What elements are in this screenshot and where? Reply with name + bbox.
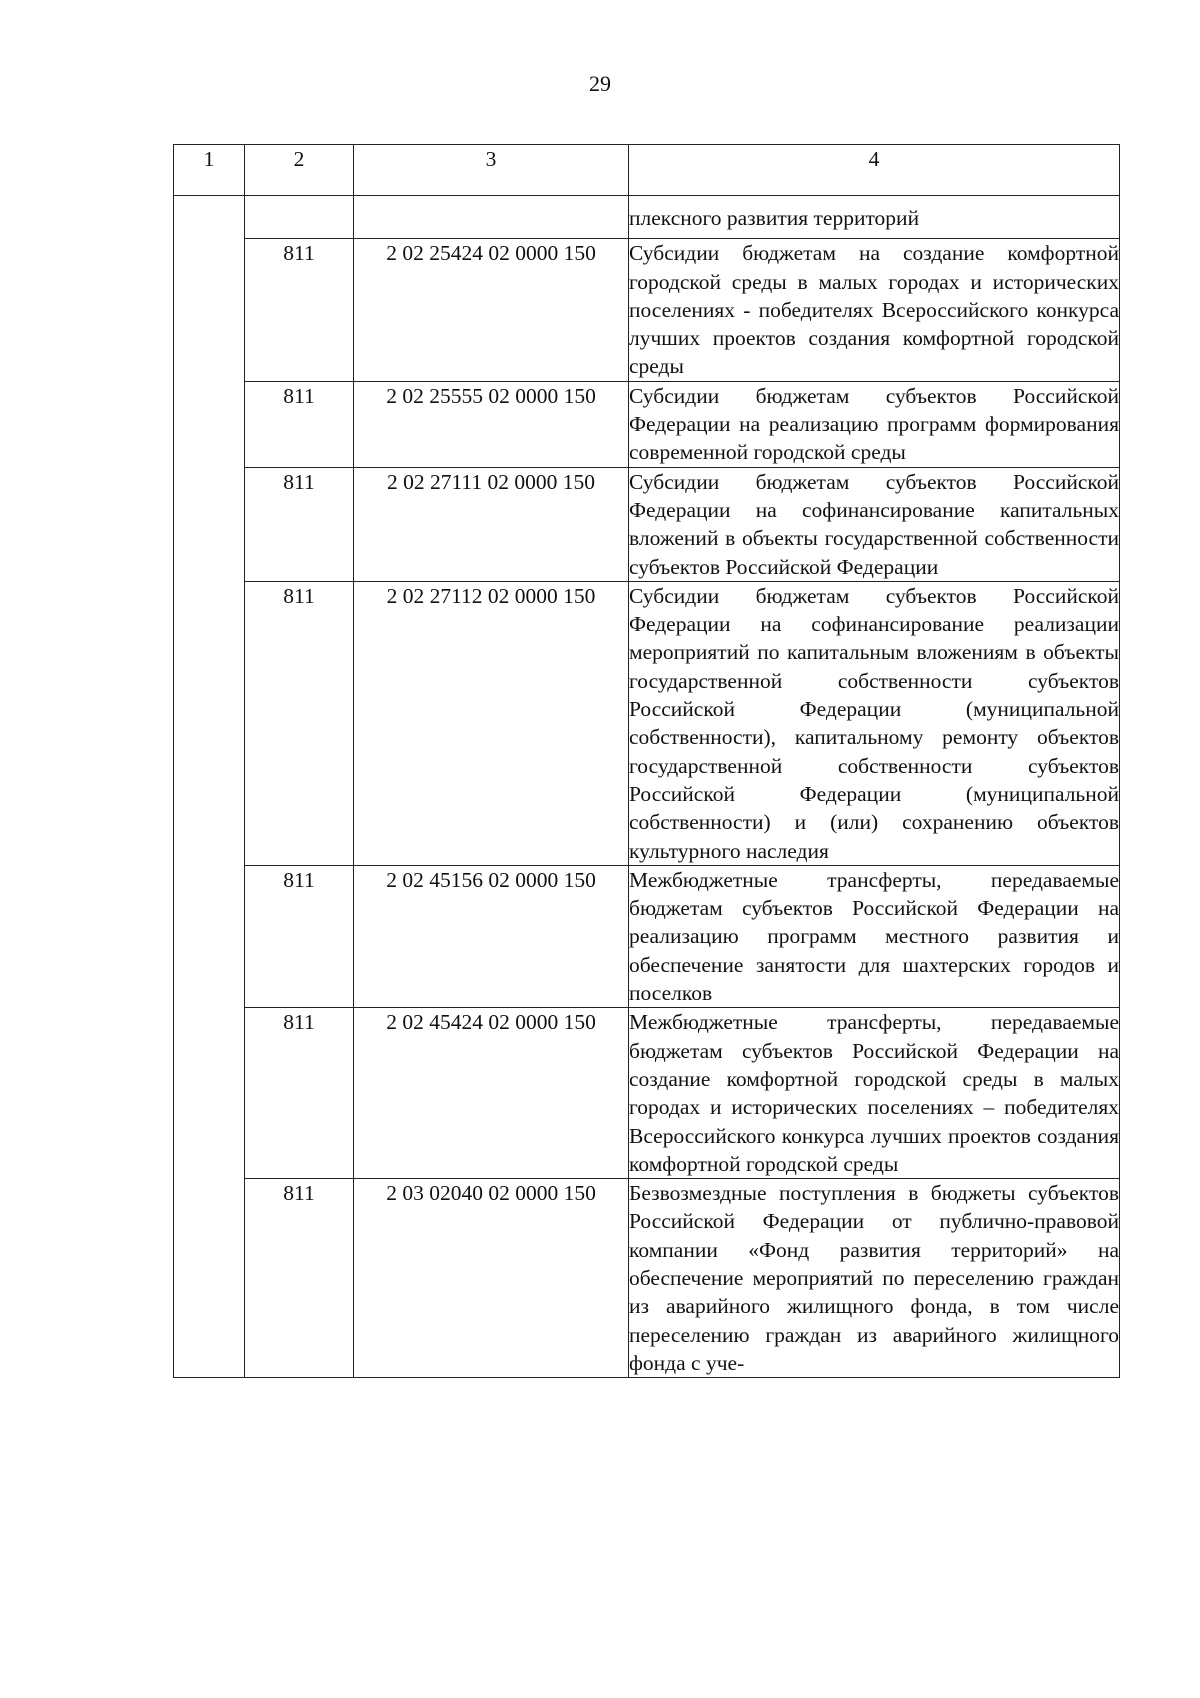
group-number-cell xyxy=(174,196,245,1378)
income-description: Субсидии бюджетам субъектов Российской Федерации на софинансирование капитальных вложений в объекты государственной собственности субъектов Российской Федерации xyxy=(629,467,1120,581)
column-header-2: 2 xyxy=(245,145,354,196)
table-row xyxy=(174,467,1120,581)
table-row xyxy=(174,1179,1120,1378)
income-description: Межбюджетные трансферты, передаваемые бюджетам субъектов Российской Федерации на создание комфортной городской среды в малых городах и исторических поселениях – победителях Всероссийского конкурса лучших проектов создания комфортной городской среды xyxy=(629,1008,1120,1179)
admin-code: 811 xyxy=(245,581,354,865)
table-row xyxy=(174,1008,1120,1179)
admin-code: 811 xyxy=(245,239,354,381)
column-header-4: 4 xyxy=(629,145,1120,196)
table-row xyxy=(174,865,1120,1007)
continuation-description: плексного развития территорий xyxy=(629,196,1120,239)
admin-code: 811 xyxy=(245,865,354,1007)
empty-code-cell xyxy=(354,196,629,239)
income-description: Субсидии бюджетам на создание комфортной городской среды в малых городах и исторических поселениях - победителях Всероссийского конкурса лучших проектов создания комфортной городской среды xyxy=(629,239,1120,381)
table-header-row xyxy=(174,145,1120,196)
admin-code: 811 xyxy=(245,467,354,581)
budget-classification-table xyxy=(173,144,1120,1378)
budget-code: 2 02 25424 02 0000 150 xyxy=(354,239,629,381)
budget-code: 2 02 27112 02 0000 150 xyxy=(354,581,629,865)
budget-code: 2 02 45424 02 0000 150 xyxy=(354,1008,629,1179)
budget-code: 2 02 25555 02 0000 150 xyxy=(354,381,629,467)
column-header-1: 1 xyxy=(174,145,245,196)
page-number: 29 xyxy=(589,71,611,96)
budget-code: 2 02 27111 02 0000 150 xyxy=(354,467,629,581)
budget-code: 2 02 45156 02 0000 150 xyxy=(354,865,629,1007)
admin-code: 811 xyxy=(245,1179,354,1378)
budget-code: 2 03 02040 02 0000 150 xyxy=(354,1179,629,1378)
income-description: Субсидии бюджетам субъектов Российской Федерации на софинансирование реализации мероприятий по капитальным вложениям в объекты государственной собственности субъектов Российской Федерации (муниципальной собственности), капитальному ремонту объектов государственной собственности субъектов Российской Федерации (муниципальной собственности) и (или) сохранению объектов культурного наследия xyxy=(629,581,1120,865)
column-header-3: 3 xyxy=(354,145,629,196)
admin-code: 811 xyxy=(245,1008,354,1179)
admin-code: 811 xyxy=(245,381,354,467)
income-description: Межбюджетные трансферты, передаваемые бюджетам субъектов Российской Федерации на реализацию программ местного развития и обеспечение занятости для шахтерских городов и поселков xyxy=(629,865,1120,1007)
table-row xyxy=(174,239,1120,381)
table-row xyxy=(174,381,1120,467)
income-description: Безвозмездные поступления в бюджеты субъектов Российской Федерации от публично-правовой компании «Фонд развития территорий» на обеспечение мероприятий по переселению граждан из аварийного жилищного фонда, в том числе переселению граждан из аварийного жилищного фонда с уче- xyxy=(629,1179,1120,1378)
income-description: Субсидии бюджетам субъектов Российской Федерации на реализацию программ формирования современной городской среды xyxy=(629,381,1120,467)
table-row xyxy=(174,581,1120,865)
table-row-continuation xyxy=(174,196,1120,239)
empty-admin-cell xyxy=(245,196,354,239)
